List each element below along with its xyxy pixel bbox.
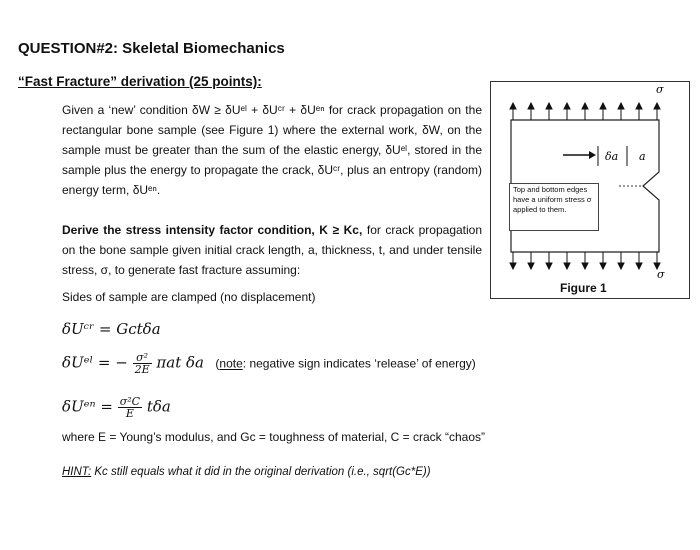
equation-crack-energy: δUᶜʳ = Gᴄtδa — [62, 320, 161, 338]
eq2-lhs: δUᵉˡ = − — [62, 353, 128, 372]
eq3-num: σ²C — [119, 395, 141, 408]
task-paragraph — [62, 220, 482, 280]
question-title: QUESTION#2: Skeletal Biomechanics — [18, 40, 285, 57]
eq2-note-label: note — [219, 356, 243, 371]
hint-body: Kc still equals what it did in the original derivation (i.e., sqrt(Gc*E)) — [91, 466, 431, 478]
eq2-note — [209, 357, 476, 371]
delta-a-arrow-head — [589, 151, 596, 159]
eq3-rhs: tδa — [146, 397, 171, 416]
eq2-num: σ² — [133, 352, 152, 364]
hint-text — [62, 466, 431, 478]
eq2-rhs: πat δa — [156, 353, 204, 372]
eq3-lhs: δUᵉⁿ = — [62, 397, 113, 416]
top-stress-arrows — [510, 103, 660, 120]
assumption-text: Sides of sample are clamped (no displacement) — [62, 290, 316, 304]
bottom-stress-arrows — [510, 252, 660, 269]
sigma-top-label: σ — [656, 83, 664, 96]
intro-paragraph: Given a ‘new’ condition δW ≥ δUᵉˡ + δUᶜʳ + δUᵉⁿ for crack propagation on the rectangular bone sample (see Figure 1) where the external work, δW, on the sample must be greater than the sum of the elastic energy, δUᵉˡ, stored in the sample plus the energy to propagate the crack, δUᶜʳ, plus an entropy (random) energy term, δUᵉⁿ. — [62, 103, 482, 197]
equation-elastic-energy — [62, 352, 476, 375]
eq2-note-open: ( — [215, 356, 220, 371]
eq2-den: 2E — [134, 363, 150, 376]
task-rest: for crack propagation on the bone sample given initial crack length, a, thickness, t, and under tensile stress, σ, to generate fast fracture assuming: — [62, 223, 483, 277]
eq3-den: E — [125, 407, 134, 420]
figure-caption: Figure 1 — [560, 281, 607, 295]
delta-a-label: δa — [605, 150, 619, 163]
sigma-bottom-label: σ — [657, 268, 665, 281]
where-definitions: where E = Young’s modulus, and Gᴄ = toughness of material, C = crack “chaos” — [62, 430, 486, 444]
task-bold: Derive the stress intensity factor condition, K ≥ Kᴄ, — [62, 223, 363, 237]
equation-entropy-energy — [62, 396, 171, 419]
section-subtitle: “Fast Fracture” derivation (25 points): — [18, 74, 262, 89]
eq2-note-text: : negative sign indicates ‘release’ of energy) — [242, 356, 476, 371]
stress-callout: Top and bottom edges have a uniform stress σ applied to them. — [509, 183, 599, 231]
eq3-fraction — [118, 396, 142, 419]
eq2-fraction — [133, 352, 152, 375]
hint-label: HINT: — [62, 466, 92, 478]
a-label: a — [639, 150, 646, 163]
